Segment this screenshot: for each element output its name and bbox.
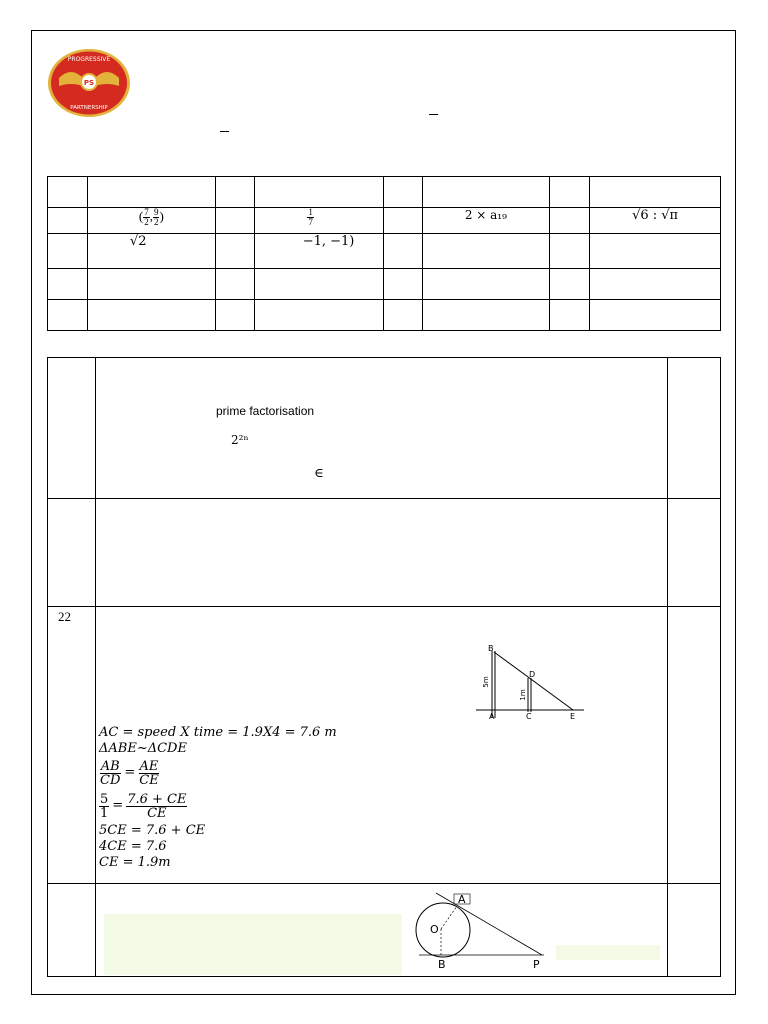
progressive-partnership-logo (47, 48, 131, 118)
label-a: A (489, 712, 495, 721)
answer-highlight (104, 914, 402, 975)
q22-working (99, 725, 337, 871)
questions-table (47, 357, 721, 977)
working-fraction-line: $\frac{5}{1}$ = $\frac{7.6 + CE}{CE}$ (100, 791, 187, 821)
label-e: E (570, 712, 576, 721)
answer-cell-fraction-pair: ( $\frac{7}{2}$ , $\frac{9}{2}$ ) (87, 208, 215, 234)
label-5m: 5m (482, 676, 490, 688)
working-line: CE = 1.9m (99, 855, 171, 870)
similar-triangles-figure (472, 640, 590, 722)
label-a: A (458, 893, 466, 906)
dash-mark (429, 114, 438, 115)
label-d: D (529, 670, 536, 679)
answer-highlight (556, 945, 660, 960)
working-line: 5CE = 7.6 + CE (99, 823, 206, 838)
svg-text:PS: PS (83, 79, 95, 87)
question-row (48, 358, 721, 499)
dash-mark (220, 131, 229, 132)
answer-cell-root: √2 (87, 234, 215, 269)
label-o: O (430, 923, 439, 936)
label-b: B (438, 958, 446, 971)
label-1m: 1m (519, 689, 527, 701)
answer-grid (47, 176, 721, 331)
label-b: B (488, 644, 494, 653)
element-of-symbol: ∈ (314, 466, 324, 481)
answer-cell-coordinate: −1, −1) (254, 234, 383, 269)
label-c: C (526, 712, 532, 721)
question-row (48, 499, 721, 607)
answer-cell-ratio: √6 : √π (590, 208, 721, 234)
tangent-circle-figure (413, 889, 549, 971)
working-line: ΔABE~ΔCDE (99, 741, 187, 756)
working-fraction-line: $\frac{AB}{CD}$ = $\frac{AE}{CE}$ (100, 758, 159, 788)
answer-cell-expression: 2 × a₁₉ (422, 208, 550, 234)
working-line: AC = speed X time = 1.9X4 = 7.6 m (99, 725, 337, 740)
working-line: 4CE = 7.6 (99, 839, 167, 854)
question-number: 22 (48, 607, 96, 884)
prime-factorisation-text: prime factorisation (216, 404, 315, 418)
svg-text:PARTNERSHIP: PARTNERSHIP (70, 105, 108, 111)
svg-text:PROGRESSIVE: PROGRESSIVE (67, 56, 111, 63)
power-expression: 2²ⁿ (231, 433, 249, 447)
label-p: P (533, 958, 540, 971)
answer-cell-fraction: $\frac{1}{7}$ (254, 208, 383, 234)
